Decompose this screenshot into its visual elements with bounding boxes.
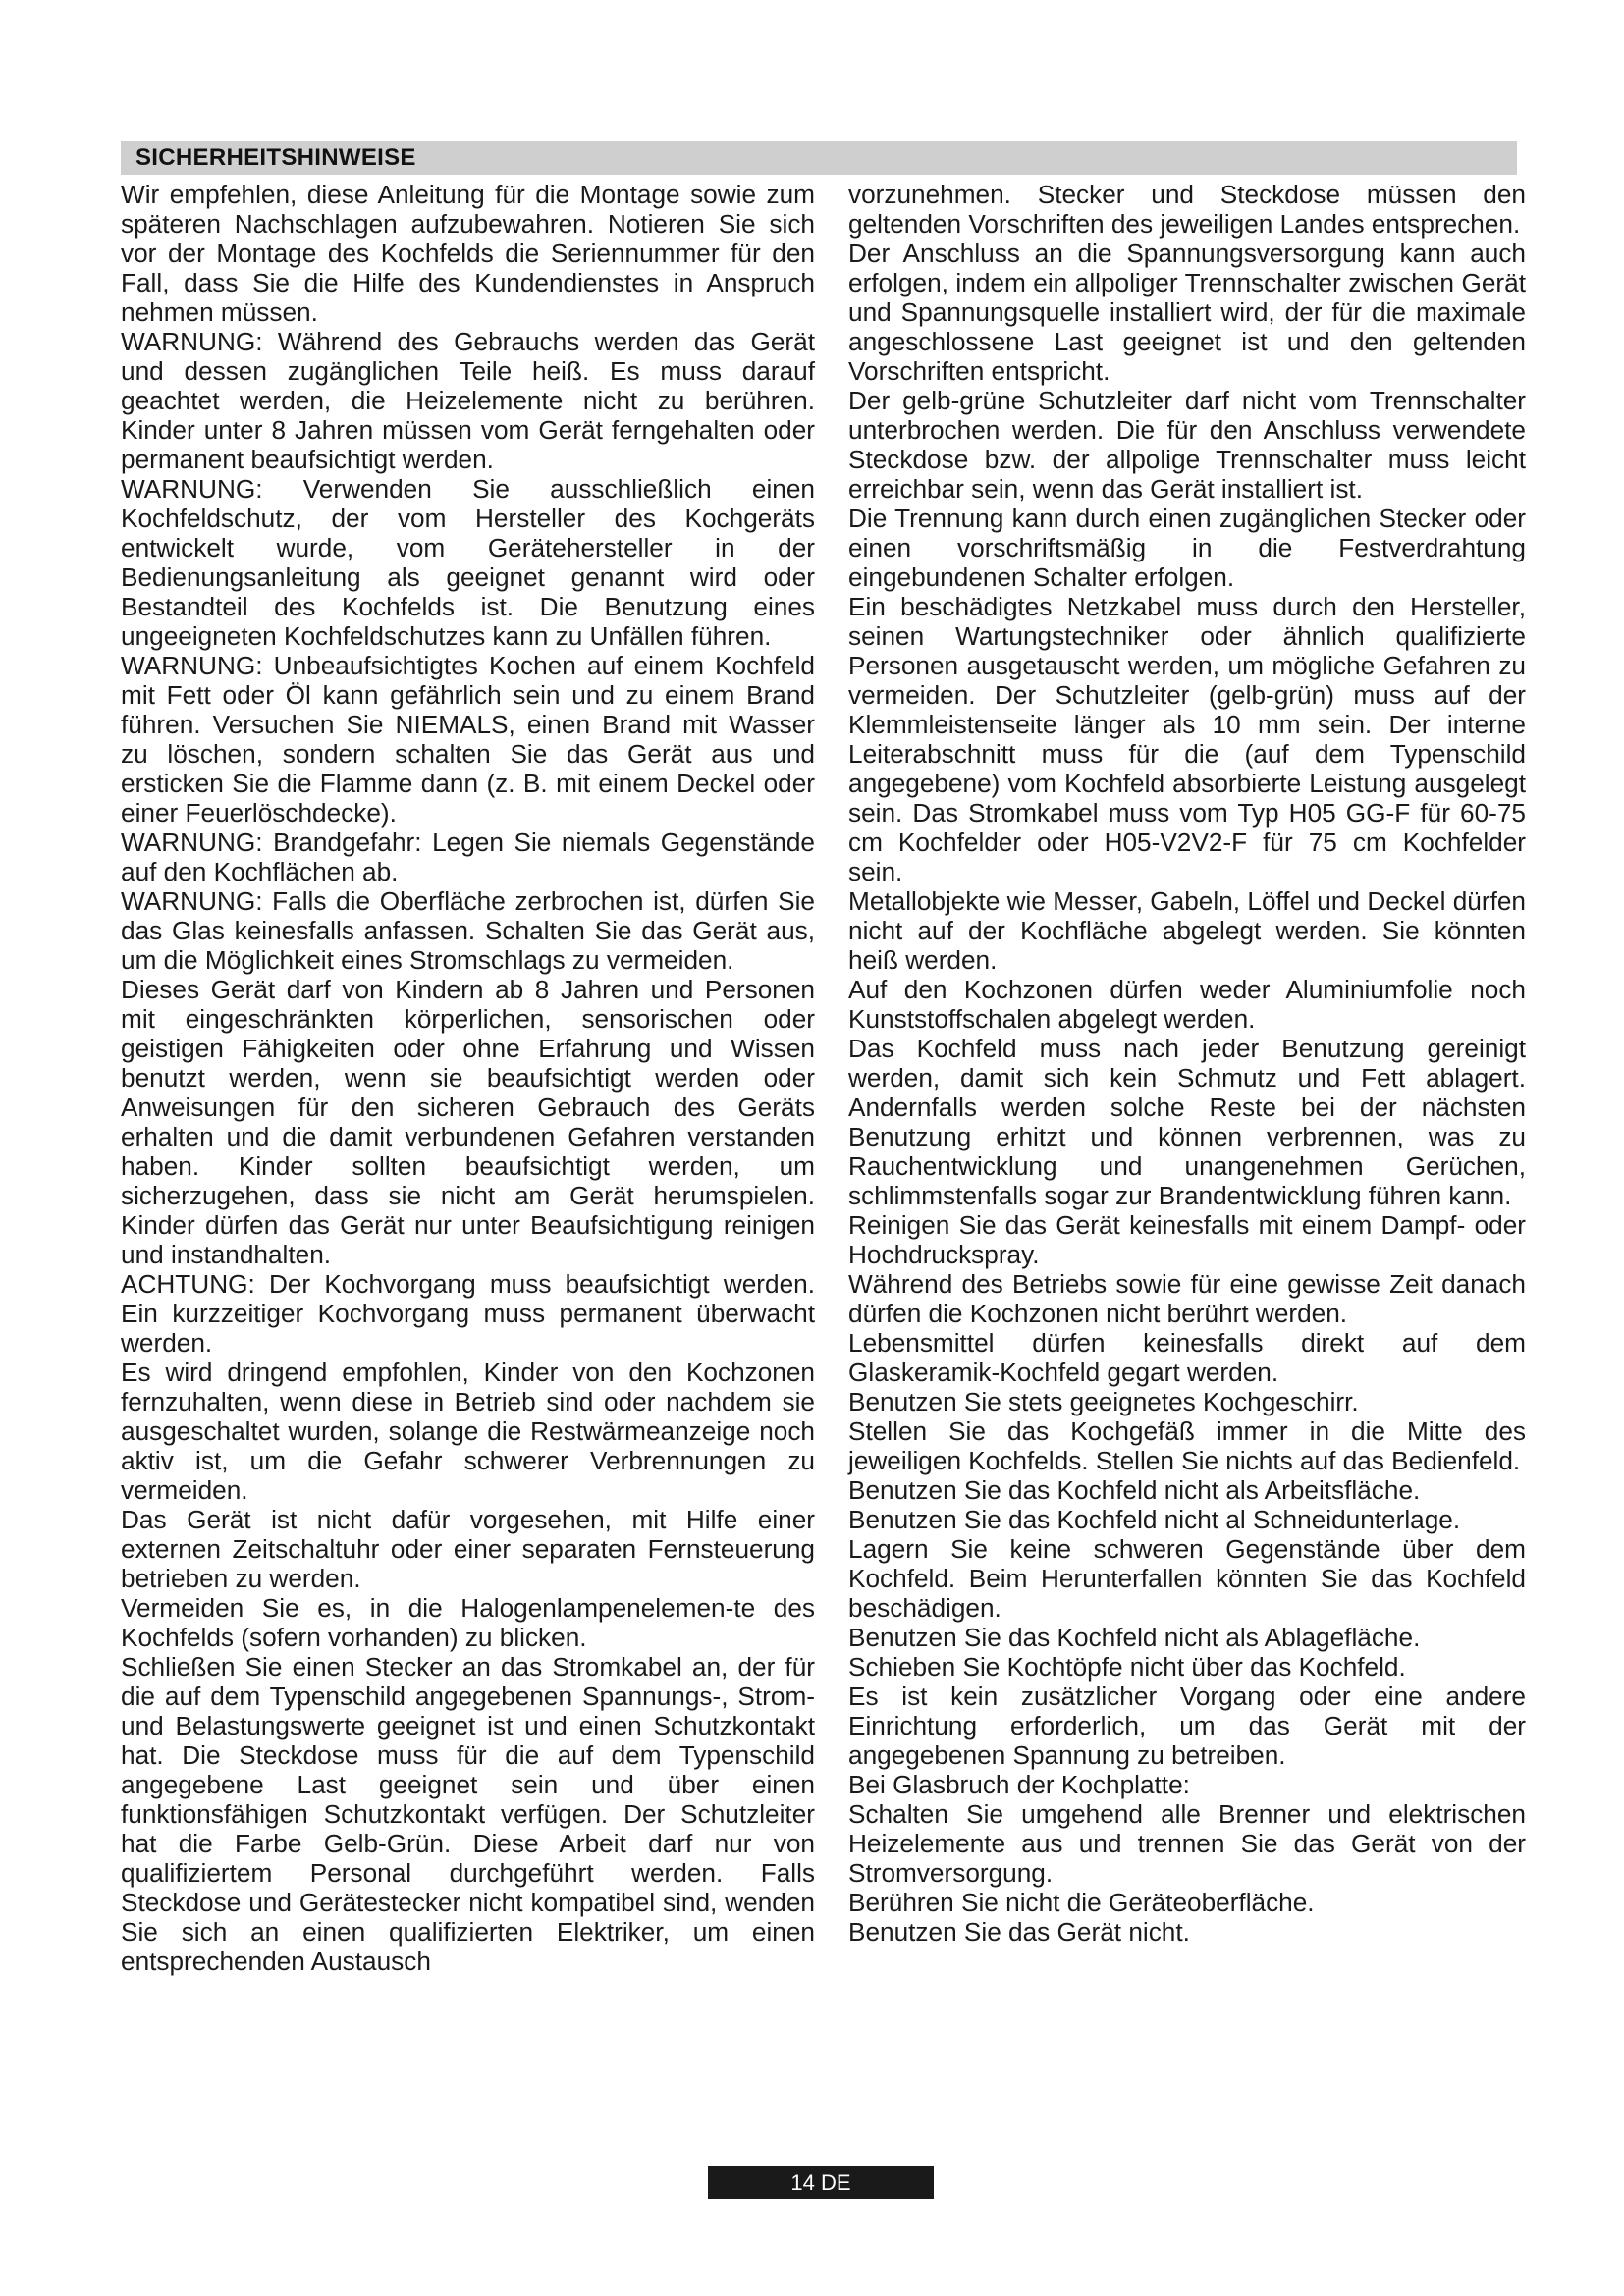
section-header-bar <box>121 141 1517 175</box>
paragraph: Lebensmittel dürfen keinesfalls direkt auf dem Glaskeramik-Kochfeld gegart werden. <box>848 1328 1526 1387</box>
paragraph: WARNUNG: Verwenden Sie ausschließlich einen Kochfeldschutz, der vom Hersteller des Kochgeräts entwickelt wurde, vom Gerätehersteller in der Bedienungsanleitung als geeignet genannt wird oder Bestandteil des Kochfelds ist. Die Benutzung eines ungeeigneten Kochfeldschutzes kann zu Unfällen führen. <box>121 474 815 651</box>
paragraph: Schalten Sie umgehend alle Brenner und elektrischen Heizelemente aus und trennen Sie das Gerät von der Stromversorgung. <box>848 1799 1526 1888</box>
paragraph: Es ist kein zusätzlicher Vorgang oder eine andere Einrichtung erforderlich, um das Gerät mit der angegebenen Spannung zu betreiben. <box>848 1682 1526 1770</box>
paragraph: Benutzen Sie das Kochfeld nicht als Arbeitsfläche. <box>848 1475 1421 1505</box>
paragraph: Während des Betriebs sowie für eine gewisse Zeit danach dürfen die Kochzonen nicht berührt werden. <box>848 1269 1526 1328</box>
paragraph: Schieben Sie Kochtöpfe nicht über das Kochfeld. <box>848 1652 1406 1682</box>
paragraph: Der Anschluss an die Spannungsversorgung kann auch erfolgen, indem ein allpoliger Trennschalter zwischen Gerät und Spannungsquelle installiert wird, der für die maximale angeschlossene Last geeignet ist und den geltenden Vorschriften entspricht. <box>848 239 1526 386</box>
paragraph: Metallobjekte wie Messer, Gabeln, Löffel und Deckel dürfen nicht auf der Kochfläche abgelegt werden. Sie könnten heiß werden. <box>848 886 1526 975</box>
paragraph: WARNUNG: Falls die Oberfläche zerbrochen ist, dürfen Sie das Glas keinesfalls anfassen. Schalten Sie das Gerät aus, um die Möglichkeit eines Stromschlags zu vermeiden. <box>121 886 815 975</box>
paragraph: Bei Glasbruch der Kochplatte: <box>848 1770 1190 1799</box>
paragraph: Der gelb-grüne Schutzleiter darf nicht vom Trennschalter unterbrochen werden. Die für den Anschluss verwendete Steckdose bzw. der allpolige Trennschalter muss leicht erreichbar sein, wenn das Gerät installiert ist. <box>848 386 1526 504</box>
paragraph: Stellen Sie das Kochgefäß immer in die Mitte des jeweiligen Kochfelds. Stellen Sie nichts auf das Bedienfeld. <box>848 1416 1526 1475</box>
paragraph: Berühren Sie nicht die Geräteoberfläche. <box>848 1888 1315 1917</box>
paragraph: Benutzen Sie stets geeignetes Kochgeschirr. <box>848 1387 1359 1416</box>
paragraph: ACHTUNG: Der Kochvorgang muss beaufsichtigt werden. Ein kurzzeitiger Kochvorgang muss permanent überwacht werden. <box>121 1269 815 1358</box>
paragraph: Dieses Gerät darf von Kindern ab 8 Jahren und Personen mit eingeschränkten körperlichen, sensorischen oder geistigen Fähigkeiten oder ohne Erfahrung und Wissen benutzt werden, wenn sie beaufsichtigt werden oder Anweisungen für den sicheren Gebrauch des Geräts erhalten und die damit verbundenen Gefahren verstanden haben. Kinder sollten beaufsichtigt werden, um sicherzugehen, dass sie nicht am Gerät herumspielen. Kinder dürfen das Gerät nur unter Beaufsichtigung reinigen und instandhalten. <box>121 975 815 1269</box>
left-column <box>121 180 815 2109</box>
paragraph: WARNUNG: Während des Gebrauchs werden das Gerät und dessen zugänglichen Teile heiß. Es muss darauf geachtet werden, die Heizelemente nicht zu berühren. Kinder unter 8 Jahren müssen vom Gerät ferngehalten oder permanent beaufsichtigt werden. <box>121 327 815 474</box>
section-title: SICHERHEITSHINWEISE <box>135 144 416 171</box>
paragraph: Auf den Kochzonen dürfen weder Aluminiumfolie noch Kunststoffschalen abgelegt werden. <box>848 975 1526 1034</box>
right-column <box>848 180 1526 2109</box>
paragraph: vorzunehmen. Stecker und Steckdose müssen den geltenden Vorschriften des jeweiligen Landes entsprechen. <box>848 180 1526 239</box>
paragraph: Es wird dringend empfohlen, Kinder von den Kochzonen fernzuhalten, wenn diese in Betrieb sind oder nachdem sie ausgeschaltet wurden, solange die Restwärmeanzeige noch aktiv ist, um die Gefahr schwerer Verbrennungen zu vermeiden. <box>121 1358 815 1505</box>
paragraph: Das Kochfeld muss nach jeder Benutzung gereinigt werden, damit sich kein Schmutz und Fett ablagert. Andernfalls werden solche Reste bei der nächsten Benutzung erhitzt und können verbrennen, was zu Rauchentwicklung und unangenehmen Gerüchen, schlimmstenfalls sogar zur Brandentwicklung führen kann. <box>848 1034 1526 1210</box>
paragraph: Benutzen Sie das Kochfeld nicht al Schneidunterlage. <box>848 1505 1461 1534</box>
paragraph: Lagern Sie keine schweren Gegenstände über dem Kochfeld. Beim Herunterfallen könnten Sie das Kochfeld beschädigen. <box>848 1534 1526 1623</box>
paragraph: Benutzen Sie das Gerät nicht. <box>848 1917 1190 1947</box>
paragraph: Wir empfehlen, diese Anleitung für die Montage sowie zum späteren Nachschlagen aufzubewahren. Notieren Sie sich vor der Montage des Kochfelds die Seriennummer für den Fall, dass Sie die Hilfe des Kundendienstes in Anspruch nehmen müssen. <box>121 180 815 327</box>
page-number-badge: 14 DE <box>708 2166 934 2199</box>
paragraph: Vermeiden Sie es, in die Halogenlampenelemen-te des Kochfelds (sofern vorhanden) zu blicken. <box>121 1593 815 1652</box>
paragraph: Die Trennung kann durch einen zugänglichen Stecker oder einen vorschriftsmäßig in die Festverdrahtung eingebundenen Schalter erfolgen. <box>848 504 1526 592</box>
paragraph: WARNUNG: Unbeaufsichtigtes Kochen auf einem Kochfeld mit Fett oder Öl kann gefährlich sein und zu einem Brand führen. Versuchen Sie NIEMALS, einen Brand mit Wasser zu löschen, sondern schalten Sie das Gerät aus und ersticken Sie die Flamme dann (z. B. mit einem Deckel oder einer Feuerlöschdecke). <box>121 651 815 828</box>
paragraph: Das Gerät ist nicht dafür vorgesehen, mit Hilfe einer externen Zeitschaltuhr oder einer separaten Fernsteuerung betrieben zu werden. <box>121 1505 815 1593</box>
paragraph: WARNUNG: Brandgefahr: Legen Sie niemals Gegenstände auf den Kochflächen ab. <box>121 828 815 886</box>
paragraph: Reinigen Sie das Gerät keinesfalls mit einem Dampf- oder Hochdruckspray. <box>848 1210 1526 1269</box>
paragraph: Schließen Sie einen Stecker an das Stromkabel an, der für die auf dem Typenschild angegebenen Spannungs-, Strom- und Belastungswerte geeignet ist und einen Schutzkontakt hat. Die Steckdose muss für die auf dem Typenschild angegebene Last geeignet sein und über einen funktionsfähigen Schutzkontakt verfügen. Der Schutzleiter hat die Farbe Gelb-Grün. Diese Arbeit darf nur von qualifiziertem Personal durchgeführt werden. Falls Steckdose und Gerätestecker nicht kompatibel sind, wenden Sie sich an einen qualifizierten Elektriker, um einen entsprechenden Austausch <box>121 1652 815 1976</box>
paragraph: Ein beschädigtes Netzkabel muss durch den Hersteller, seinen Wartungstechniker oder ähnlich qualifizierte Personen ausgetauscht werden, um mögliche Gefahren zu vermeiden. Der Schutzleiter (gelb-grün) muss auf der Klemmleistenseite länger als 10 mm sein. Der interne Leiterabschnitt muss für die (auf dem Typenschild angegebene) vom Kochfeld absorbierte Leistung ausgelegt sein. Das Stromkabel muss vom Typ H05 GG-F für 60-75 cm Kochfelder oder H05-V2V2-F für 75 cm Kochfelder sein. <box>848 592 1526 886</box>
paragraph: Benutzen Sie das Kochfeld nicht als Ablagefläche. <box>848 1623 1421 1652</box>
